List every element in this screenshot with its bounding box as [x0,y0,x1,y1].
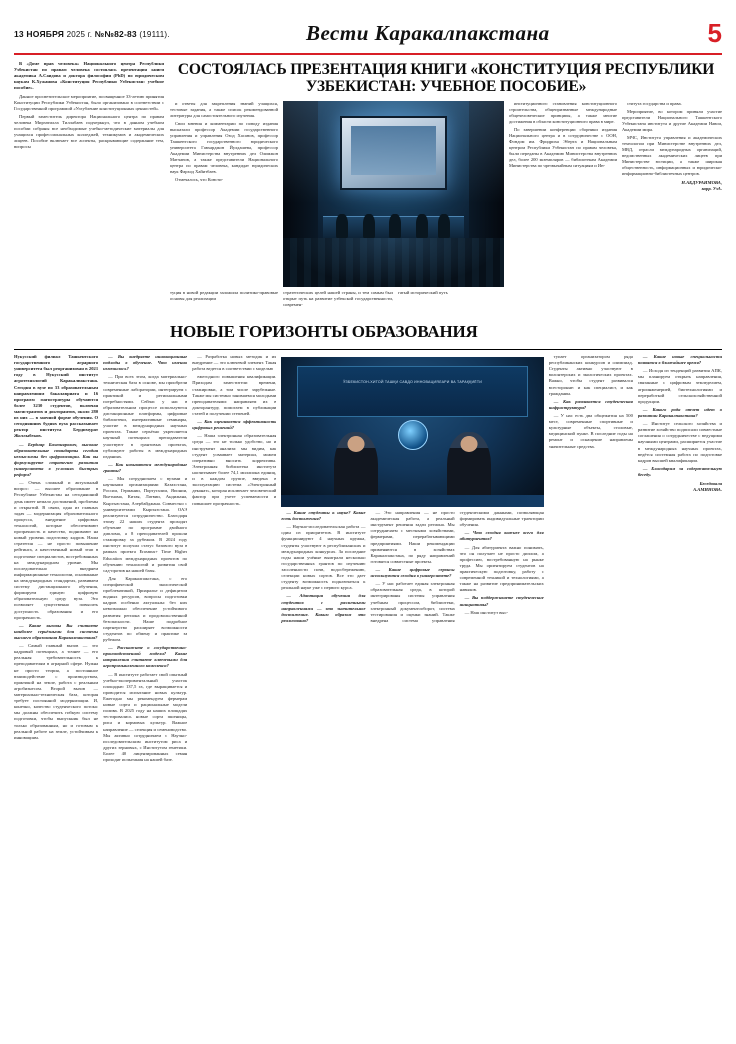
interview-sign-role: А.АМИНОВА. [693,487,722,493]
interview-question-10: — Что сегодня важнее всего для абитуриентов? [459,530,544,542]
interview-sign-name: Беседовала [699,481,722,487]
article-body [14,354,722,1044]
photo-left-p3: Отмечалось, что Консти- [175,176,224,182]
interview-answer-6: — В институте работает свой опытный учебно-экспериментальный участок площадью 137,5 га, где выращивается и проводится испытание новых культур. Ежегодно мы рекомендуем фермерам новые сорта и рациональные модели полива. В 2025 году на наших площадях тестировались новые сорта пшеницы, риса и кормовых культур. Важное направление — селекция и семеноводство. Мы активно сотрудничаем с Научно-исследовательским институтом риса и других зерновых, с Институтом генетики. Более 40 лицензированных семян проходят испытания на нашей базе. [103,671,188,763]
photo-left-text [170,101,278,287]
presentation-photo [283,101,504,287]
masthead-date-issue [14,29,170,39]
lead-paragraph-3: Первый заместитель директора Национального центра по правам человека Мирзатилла Тиллабаев подчеркнул, что в данном учебном пособии собраны все необходимые учебно-методические материалы для учащихся профессиональных колледжей, техникумов и академических лицеев. Пособие включает все аспекты, раскрывающие содержание тем, вопросы [14,113,164,150]
photo-right-p4: институционного становления конституционного строительства, общепризнанные международные общечеловеческие принципы, а также многие достижения в области конституционного права в мире. [509,100,617,124]
interview-question-12: — Как развивается студенческая инфраструктура? [548,398,633,410]
body-column-1 [14,354,98,1044]
body-column-4-6 [281,354,543,1044]
masthead-date: 13 НОЯБРЯ [14,28,65,39]
institute-photo [281,357,543,507]
interview-answer-18: — Институт сельского хозяйства и развитие хозяйство подписали совместные соглашения о сотрудничестве с ведущими научными центрами, расширяется участие в международных научных проектах, ведётся системная работа по подготовке кадров высшей квалификации. [637,421,722,463]
interview-question-13: — Какие новые специальности появятся в ближайшее время? [637,354,722,366]
interview-answer-13: — Для абитуриента важно понимать, что он получает не просто диплом, а профессию, востребованную на рынке труда. Мы ориентируем студентов на практическую подготовку, работу с современной техникой и технологиями, а также на развитие предпринимательских навыков. [459,544,544,593]
interview-question-9: — Какие цифровые сервисы используются сегодня в университете? [370,567,455,579]
body-column-3 [192,354,276,1044]
photo-banner [297,366,528,417]
interview-question-1: — Бердияр Бахтиярович, высокие образовательные стандарты сегодня немыслимы без цифровизации. Как вы формулируете стратегию развития университета в условиях быстрых реформ? [14,441,99,478]
interview-answer-15: тупает организатором ряда республиканских конкурсов и олимпиад. Студенты активно участвуют в волонтерских и экологических проектах. Важно, чтобы студент развивался всесторонне: и как специалист, и как гражданин. [548,354,633,396]
interview-answer-7: — Разработка новых методик и их внедрение — это ключевой элемент. Такая работа ведется в соответствии с моделью [192,354,277,372]
photo-right-p7: Мероприятие, во котором приняли участие представители Национального Ташкентского Узбекистана института и другие Академии Навои, Академии мира. [622,108,722,132]
interview-answer-16: — У нас есть два общежития на 500 мест, современные спортивные и культурные объекты, столовые, медицинский пункт. В последние годы на ремонт и оснащение направлены значительные средства. [548,413,633,449]
interview-answer-5: Для Каракалпакстана, с его специфической экологической проблематикой, Приаралье и дефицитом водных ресурсов, вопросы подготовки кадров особенно актуальны: без них невозможно обеспечение устойчивого развития региона и продовольственной безопасности. Наше подробное партнерство расширяет возможности студентов по обмену и практике за рубежом. [103,575,188,642]
page-title: СОСТОЯЛАСЬ ПРЕЗЕНТАЦИЯ КНИГИ «КОНСТИТУЦИЯ РЕСПУБЛИКИ УЗБЕКИСТАН: УЧЕБНОЕ ПОСОБИЕ» [177,61,715,96]
person-right [447,432,492,504]
conference-hall-image [283,101,504,287]
masthead [14,18,722,55]
interview-question-8: — Адаптация обучения для студентов с различными направлениями — это значительное достижение. Каким образом это реализовано? [281,593,366,623]
photo-caption-mid [283,290,393,310]
photo-far-right-text [622,101,722,287]
body-column-7 [549,354,633,1044]
photo-caption-right [398,290,488,310]
photo-right-text [509,101,617,287]
caption-text-2: стратегических целей нашей страны, и тем самым был открыт путь на развитие узбекской государственности, современ- [283,289,393,307]
main-article [170,61,722,310]
person-left [334,432,379,504]
interview-answer-2: — Самый главный вызов — это кадровый потенциал, а точнее — его реальная требовательность к преподавателям в аграрной сфере. Нужна не просто теория, а постоянное взаимодействие с производством, практикой на земле, работа с реальным агробизнесом. Второй вызов — материально-техническая база, которая требует постоянной модернизации. И, конечно, качество студенческого потока: мы должны обеспечить гибкую систему подготовки, чтобы выпускник был не только образованным, но и готовым к реальной работе на земле, устойчивым к инновациям. [14,643,99,740]
interview-answer-8: ежегодного повышения квалификации. Приходам заместители времени, стажировки, а том числе зарубежные. Также мы системно занимаемся молодыми преподавателями: направляем их в докторантуру, помогаем в публикации статей и получении степеней. [192,374,277,417]
interview-question-5: — Расскажите о государственно-производственной модели? Какие направления считаете ключевыми для агропромышленного комплекса? [103,645,188,669]
interview-answer-3: — При всех этом, когда материально-техническая база в основе, мы приобрели современные лаборатории, интегрируем с практикой и региональными потребностями. Сейчас у нас в образовательном процессе используются дистанционные платформы, цифровые библиотеки, интерактивные семинары, участие в международных научных проектах. Также серьёзно укрепляется научный потенциал: преподаватели участвуют в грантовых проектах, публикуют работы в международных изданиях. [103,374,188,459]
photo-caption-left [170,290,278,310]
interview-closing-question: — Благодарим за содержательную беседу. [637,465,722,478]
lead-paragraph-1: В «Доме прав человека» Национального центра Республики Узбекистан по правам человека состоялась презентация книги академика А.Саидова и доктора философии (PhD) по юридическим наукам К.Хужанова «Конституция Республики Узбекистан: учебное пособие». [14,61,164,91]
interview-answer-9: — Наша электронная образовательная среда — это не только удобство, но и инструмент анализа: мы видим, как студент усваивает материал, можем оперативно вносить коррективы. Электронная библиотека института насчитывает более 74,1 миллиона единиц, и в каждом группе, введена в эксплуатацию система «Электронный деканат», которая исключает человеческий фактор при учете успеваемости и повышает прозрачность. [192,433,277,506]
photo-right-p8: МЧС, Института управления и академических технологии при Министерстве внутренних дел, МВД, отрасли международных организаций, ведомственных академических лицеев при Министерстве юстиции, а также широкая общественность, информационных и юридически-информационно-библиотечных центров. [622,134,722,176]
signature-name: Н.АБДУРАИМОВА, [681,179,722,185]
section-title: НОВЫЕ ГОРИЗОНТЫ ОБРАЗОВАНИЯ [170,322,478,342]
photo-row [170,101,722,287]
interview-question-14: — Какого рода отчет идет о развитии Каракалпакстана? [637,406,722,419]
masthead-year: 2025 г. [66,29,93,39]
lead-paragraph-2: Данное просветительское мероприятие, посвященное 33-летию принятия Конституции Республики Узбекистан, было организовано в соответствии с Государственной программой «Углубление конституционных ценностей». [14,93,164,111]
interview-question-3: — Вы внедряете инновационные подходы в обучение. Что именно изменилось? [103,354,188,372]
newspaper-title: Вести Каракалпакстана [306,21,550,45]
interview-question-2: — Какие вызовы Вы считаете наиболее серьёзными для системы высшего образования Каракалпакстана? [14,622,99,640]
interview-question-4: — Как называются международные гранты? [103,461,188,474]
body-column-8 [638,354,722,1044]
photo-left-p2: Свои мнения и комментарии по поводу издания высказали профессор Академии государственного управления и управления Озод Хасанов, профессор Ташкентского государственного юридического университета Гавхарджон Йулдашева, профессор Академии Министерства внутренних дел Олимжон Матчанов, а также представители Национального центра по правам человека, кандидат юридических наук Фарход Хайитбаев. [170,120,278,174]
caption-text-3: гатый исторический путь [398,289,448,295]
interview-question-7: — Какие студенты к науке? Какие есть достижения? [281,510,366,522]
masthead-issue: №№82-83 [94,28,137,39]
masthead-number: (19111). [139,29,170,39]
interview-question-11: — Вы поддерживаете студенческие инициативы? [459,595,544,607]
interview-answer-10: — Научно-исследовательская работа — один из приоритетов. В институте функционируют 4 научных кружка, студенты участвуют в республиканских и международных конкурсах. За последние годы наши учёные выиграли несколько государственных грантов по изучению засоленности почв, водосбережению, селекции новых сортов. Все это дает студенту возможность подключаться к реальной науке уже с первого курса. [281,524,366,591]
interview-answer-4: — Мы сотрудничаем с вузами и научными организациями Казахстана, России, Германии, Португалии, Японии, Вьетнама, Китая, Латвии, Андижана, Кыргызстана, Азербайджана. Совместно с университетами Кыргызстана. ОАЭ реализуются сотрудничество. Благодаря этому 22 наших студента проходят обучение по программе двойного диплома, а 8 преподавателей прошли стажировку за рубежом. В 2024 году институт получил статус базового вуза в рамках проекта Erasmus+ Time Higher Education международных проектов по обучению технологий и развития свой сад-против на нашей базы. [103,476,188,573]
interview-intro: Нукусский филиал Ташкентского государственного аграрного университета был реорганизован в 2021 году в Нукусский институт агротехнологий Каракалпакстана. Сегодня в вузе по 33 образовательным направлениям бакалавриата и 16 программ магистратуры обучаются более 3230 студентов, включая магистрантов и докторантов, около 280 из них — в заочной форме обучения. О сегодняшних буднях вуза рассказывает ректор института Бердимурат Жоллыбеков. [14,354,99,439]
photo-right-p6: ститута государства и права. [627,100,682,106]
banner-text-1: ЎЗБЕКИСТОН-ХИТОЙ ТАШҚИ САВДО ИННОВАЦИЯЛАРИ ВА ТАРАҚҚИЁТИ [343,379,483,384]
caption-text-1: туция в новой редакции заложила политико-правовые основы для реализации [170,289,278,301]
interview-answer-1: — Очень сложный и актуальный вопрос: — высшее образование в Республике Узбекистан на сегодняшний день имеет немало достижений, проблемы и открытий. В связи, одна из главных задач — модернизация образовательного процесса, внедрение цифровых технологий, которые обеспечивают прозрачность и качество, поднимают на новый уровень подготовку кадров. Наша стратегия — не просто повышение рейтинга, а качественный новый этап в подготовке специалистов, востребованных на международном уровне. Мы последовательно внедряем информационные технологии, основанные на международных стандартах, развиваем систему дистанционного обучения, формируем единую цифровую образовательную среду вуза. Это позволяет существенно повысить доступность образования и его прозрачность. [14,480,99,620]
divider [14,349,722,350]
interview-question-6: — Как оценивается эффективность цифровых решений? [192,419,277,431]
body-column-2 [103,354,187,1044]
interview-answer-14: — Наш институт выс- [464,609,509,615]
signature-role: корр. УзА. [701,185,722,191]
lead-column [14,61,164,310]
institute-logo-icon [398,420,428,450]
photo-left-p1: и ответы для закрепления знаний учащихся, тестовые задания, а также список рекомендованной литературы для самостоятельного изучения. [170,100,278,118]
interview-answer-12: — У нас работает единая электронная образовательная среда, в которой интегрированы системы управления учебным процессом, библиотеки, электронный документооборот, система тестирования и оценки знаний. Также внедрена система управления студенческими данными, позволяющая формировать индивидуальные траектории обучения. [370,510,544,623]
interview-answer-11: — Это направления — не просто академическая работа, а реальный инструмент решения задач региона. Мы сотрудничаем с местными хозяйствами, фермерами, перерабатывающими предприятиями. Наши рекомендации применяются в хозяйствах Каракалпакстана, по ряду направлений готовятся совместные проекты. [370,510,455,564]
photo-right-p5: По завершении конференции сборники издания Национального центра и в сотрудничестве с ООН, Фондом им. Фридриха Эберта и Национальным центром Республики Узбекистан по правам человека, были переданы в Академию Министерства внутренних дел, более 200 экземпляров — библиотекам Академии Министерства по чрезвычайным ситуациям и Ин- [509,126,617,168]
interview-answer-17: — Исходя из тенденций развития АПК, мы планируем открыть направления, связанные с цифровым земледелием, агроинженерией, биотехнологиями и переработкой сельскохозяйственной продукции. [637,368,722,404]
top-section [14,61,722,310]
page-number: 5 [707,18,722,48]
